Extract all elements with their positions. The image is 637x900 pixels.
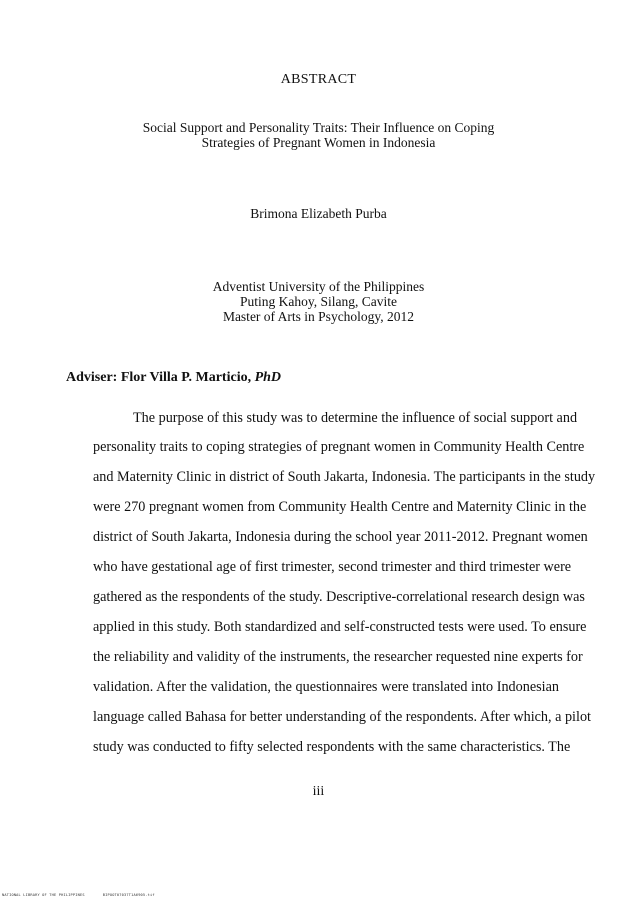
body-line-5: district of South Jakarta, Indonesia during the school year 2011-2012. Pregnant women: [93, 529, 588, 545]
abstract-heading: ABSTRACT: [280, 72, 357, 87]
adviser-label: Adviser: Flor Villa P. Marticio,: [66, 370, 252, 385]
affiliation-line-1: Adventist University of the Philippines: [212, 279, 425, 294]
title-line-2: Strategies of Pregnant Women in Indonesia: [201, 135, 436, 150]
adviser-line: [66, 370, 281, 386]
body-line-10: validation. After the validation, the questionnaires were translated into Indonesian: [93, 679, 559, 695]
body-line-7: gathered as the respondents of the study. Descriptive-correlational research design was: [93, 589, 585, 605]
adviser-degree: PhD: [254, 370, 282, 385]
affiliation-line-2: Puting Kahoy, Silang, Cavite: [240, 294, 397, 309]
body-line-4: were 270 pregnant women from Community Health Centre and Maternity Clinic in the: [93, 499, 587, 515]
body-line-2: personality traits to coping strategies of pregnant women in Community Health Centre: [93, 439, 585, 455]
body-line-11: language called Bahasa for better understanding of the respondents. After which, a pilot: [93, 709, 591, 725]
footer-right-text: BIPOOT07037T1A6905.tif: [102, 893, 155, 897]
affiliation-line-3: Master of Arts in Psychology, 2012: [222, 309, 415, 324]
body-line-1: The purpose of this study was to determine the influence of social support and: [133, 410, 578, 426]
author-name: Brimona Elizabeth Purba: [250, 206, 387, 221]
body-line-12: study was conducted to fifty selected respondents with the same characteristics. The: [93, 739, 571, 755]
body-line-9: the reliability and validity of the instruments, the researcher requested nine experts for: [93, 649, 583, 665]
body-line-8: applied in this study. Both standardized and self-constructed tests were used. To ensure: [93, 619, 587, 635]
body-line-3: and Maternity Clinic in district of South Jakarta, Indonesia. The participants in the study: [93, 469, 596, 485]
title-line-1: Social Support and Personality Traits: Their Influence on Coping: [142, 120, 495, 135]
page-number: iii: [312, 784, 325, 799]
body-line-6: who have gestational age of first trimester, second trimester and third trimester were: [93, 559, 572, 575]
scan-footer: [2, 893, 155, 897]
footer-left-text: NATIONAL LIBRARY OF THE PHILIPPINES: [2, 893, 85, 897]
